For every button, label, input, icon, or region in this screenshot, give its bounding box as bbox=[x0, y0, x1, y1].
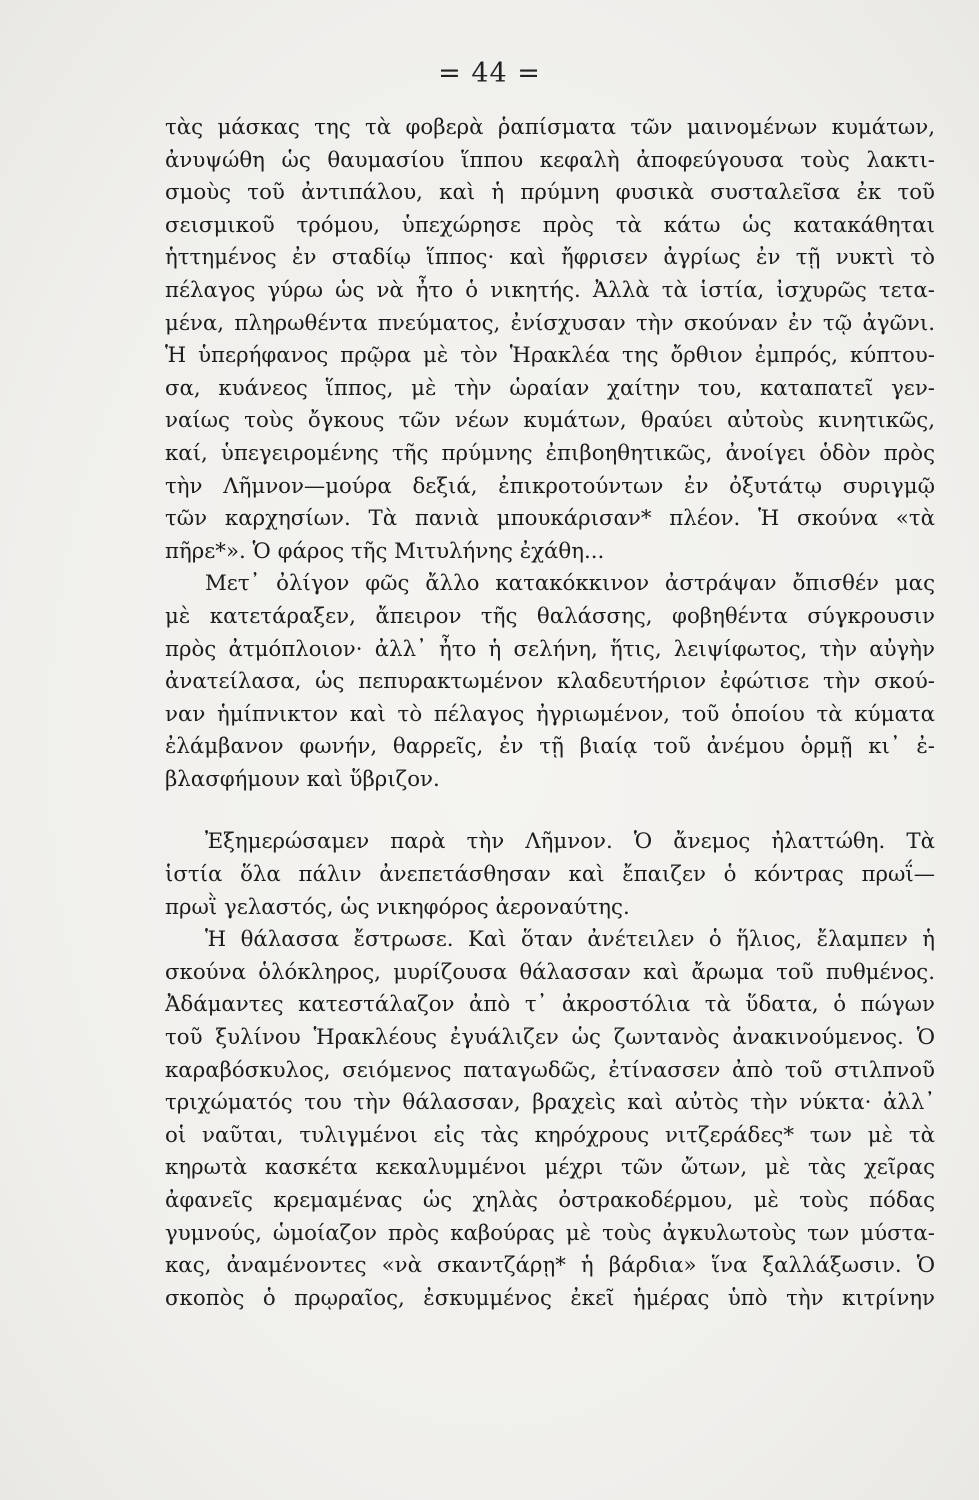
text-line: τὰς μάσκας της τὰ φοβερὰ ῥαπίσματα τῶν μαινομένων κυμάτων, bbox=[165, 115, 935, 140]
text-line: τοῦ ξυλίνου Ἡρακλέους ἐγυάλιζεν ὡς ζωντανὸς ἀνακινούμενος. Ὁ bbox=[165, 1025, 935, 1051]
text-line: ἀνατείλασα, ὡς πεπυρακτωμένον κλαδευτήριον ἐφώτισε τὴν σκού- bbox=[165, 669, 935, 695]
paragraph-spacer bbox=[165, 796, 935, 826]
text-line: πρὸς ἀτμόπλοιον· ἀλλ᾽ ἦτο ἡ σελήνη, ἥτις, λειψίφωτος, τὴν αὐγὴν bbox=[165, 636, 935, 662]
text-line: μένα, πληρωθέντα πνεύματος, ἐνίσχυσαν τὴν σκούναν ἐν τῷ ἀγῶνι. bbox=[165, 310, 935, 336]
text-line: Ἀδάμαντες κατεστάλαζον ἀπὸ τ᾽ ἀκροστόλια τὰ ὕδατα, ὁ πώγων bbox=[165, 992, 935, 1018]
text-line: ἱστία ὅλα πάλιν ἀνεπετάσθησαν καὶ ἔπαιζεν ὁ κόντρας πρωΐ— bbox=[165, 862, 935, 888]
text-line: ναν ἡμίπνικτον καὶ τὸ πέλαγος ἠγριωμένον, τοῦ ὁποίου τὰ κύματα bbox=[165, 701, 935, 727]
text-line: γυμνούς, ὡμοίαζον πρὸς καβούρας μὲ τοὺς ἀγκυλωτοὺς των μύστα- bbox=[165, 1220, 935, 1246]
text-line: Ἡ θάλασσα ἔστρωσε. Καὶ ὅταν ἀνέτειλεν ὁ ἥλιος, ἔλαμπεν ἡ bbox=[205, 927, 935, 953]
text-line: μὲ κατετάραξεν, ἄπειρον τῆς θαλάσσης, φοβηθέντα σύγκρουσιν bbox=[165, 603, 935, 629]
text-line: τὴν Λῆμνον—μούρα δεξιά, ἐπικροτούντων ἐν ὀξυτάτῳ συριγμῷ bbox=[165, 473, 935, 499]
text-line: βλασφήμουν καὶ ὕβριζον. bbox=[165, 766, 440, 792]
text-line: πέλαγος γύρω ὡς νὰ ἦτο ὁ νικητής. Ἀλλὰ τὰ ἱστία, ἰσχυρῶς τετα- bbox=[165, 277, 935, 303]
text-line: κας, ἀναμένοντες «νὰ σκαντζάρῃ* ἡ βάρδια» ἵνα ξαλλάξωσιν. Ὁ bbox=[165, 1253, 935, 1279]
text-line: σμοὺς τοῦ ἀντιπάλου, καὶ ἡ πρύμνη φυσικὰ συσταλεῖσα ἐκ τοῦ bbox=[165, 180, 935, 206]
text-line: Ἡ ὑπερήφανος πρῷρα μὲ τὸν Ἡρακλέα της ὄρθιον ἐμπρός, κύπτου- bbox=[165, 343, 935, 369]
paragraph bbox=[165, 112, 935, 340]
paragraph bbox=[165, 826, 935, 924]
text-line: καί, ὑπεγειρομένης τῆς πρύμνης ἐπιβοηθητικῶς, ἀνοίγει ὁδὸν πρὸς bbox=[165, 440, 935, 466]
text-line: Ἐξημερώσαμεν παρὰ τὴν Λῆμνον. Ὁ ἄνεμος ἠλαττώθη. Τὰ bbox=[205, 829, 935, 855]
text-line: Μετ᾽ ὀλίγον φῶς ἄλλο κατακόκκινον ἀστράψαν ὄπισθέν μας bbox=[205, 571, 935, 597]
text-line: τῶν καρχησίων. Τὰ πανιὰ μπουκάρισαν* πλέον. Ἡ σκούνα «τὰ bbox=[165, 506, 935, 532]
text-line: ἀφανεῖς κρεμαμένας ὡς χηλὰς ὀστρακοδέρμου, μὲ τοὺς πόδας bbox=[165, 1188, 935, 1213]
paragraph bbox=[165, 340, 935, 568]
paragraph bbox=[165, 924, 935, 1315]
text-line: τριχώματός του τὴν θάλασσαν, βραχεὶς καὶ αὐτὸς τὴν νύκτα· ἀλλ᾽ bbox=[165, 1090, 935, 1116]
text-line: πῆρε*». Ὁ φάρος τῆς Μιτυλήνης ἐχάθη... bbox=[165, 538, 605, 564]
text-line: σα, κυάνεος ἵππος, μὲ τὴν ὡραίαν χαίτην του, καταπατεῖ γεν- bbox=[165, 375, 935, 401]
text-line: οἱ ναῦται, τυλιγμένοι εἰς τὰς κηρόχρους νιτζεράδες* των μὲ τὰ bbox=[165, 1122, 935, 1148]
text-line: ἡττημένος ἐν σταδίῳ ἵππος· καὶ ἤφρισεν ἀγρίως ἐν τῇ νυκτὶ τὸ bbox=[165, 245, 935, 271]
text-line: ἐλάμβανον φωνήν, θαρρεῖς, ἐν τῇ βιαίᾳ τοῦ ἀνέμου ὁρμῇ κι᾽ ἐ- bbox=[165, 734, 935, 760]
text-line: ναίως τοὺς ὄγκους τῶν νέων κυμάτων, θραύει αὐτοὺς κινητικῶς, bbox=[165, 408, 935, 434]
body-text bbox=[165, 112, 935, 1315]
text-line: καραβόσκυλος, σειόμενος παταγωδῶς, ἐτίνασσεν ἀπὸ τοῦ στιλπνοῦ bbox=[165, 1057, 935, 1083]
text-line: σκούνα ὁλόκληρος, μυρίζουσα θάλασσαν καὶ ἄρωμα τοῦ πυθμένος. bbox=[165, 959, 935, 985]
text-line: ἀνυψώθη ὡς θαυμασίου ἵππου κεφαλὴ ἀποφεύγουσα τοὺς λακτι- bbox=[165, 147, 935, 173]
paragraph bbox=[165, 568, 935, 796]
text-line: πρωῒ γελαστός, ὡς νικηφόρος ἀεροναύτης. bbox=[165, 894, 630, 920]
page-number: = 44 = bbox=[438, 58, 541, 89]
text-line: σεισμικοῦ τρόμου, ὑπεχώρησε πρὸς τὰ κάτω ὡς κατακάθηται bbox=[165, 212, 935, 238]
text-line: κηρωτὰ κασκέτα κεκαλυμμένοι μέχρι τῶν ὤτων, μὲ τὰς χεῖρας bbox=[165, 1155, 935, 1181]
text-line: σκοπὸς ὁ πρῳραῖος, ἐσκυμμένος ἐκεῖ ἡμέρας ὑπὸ τὴν κιτρίνην bbox=[165, 1285, 935, 1311]
